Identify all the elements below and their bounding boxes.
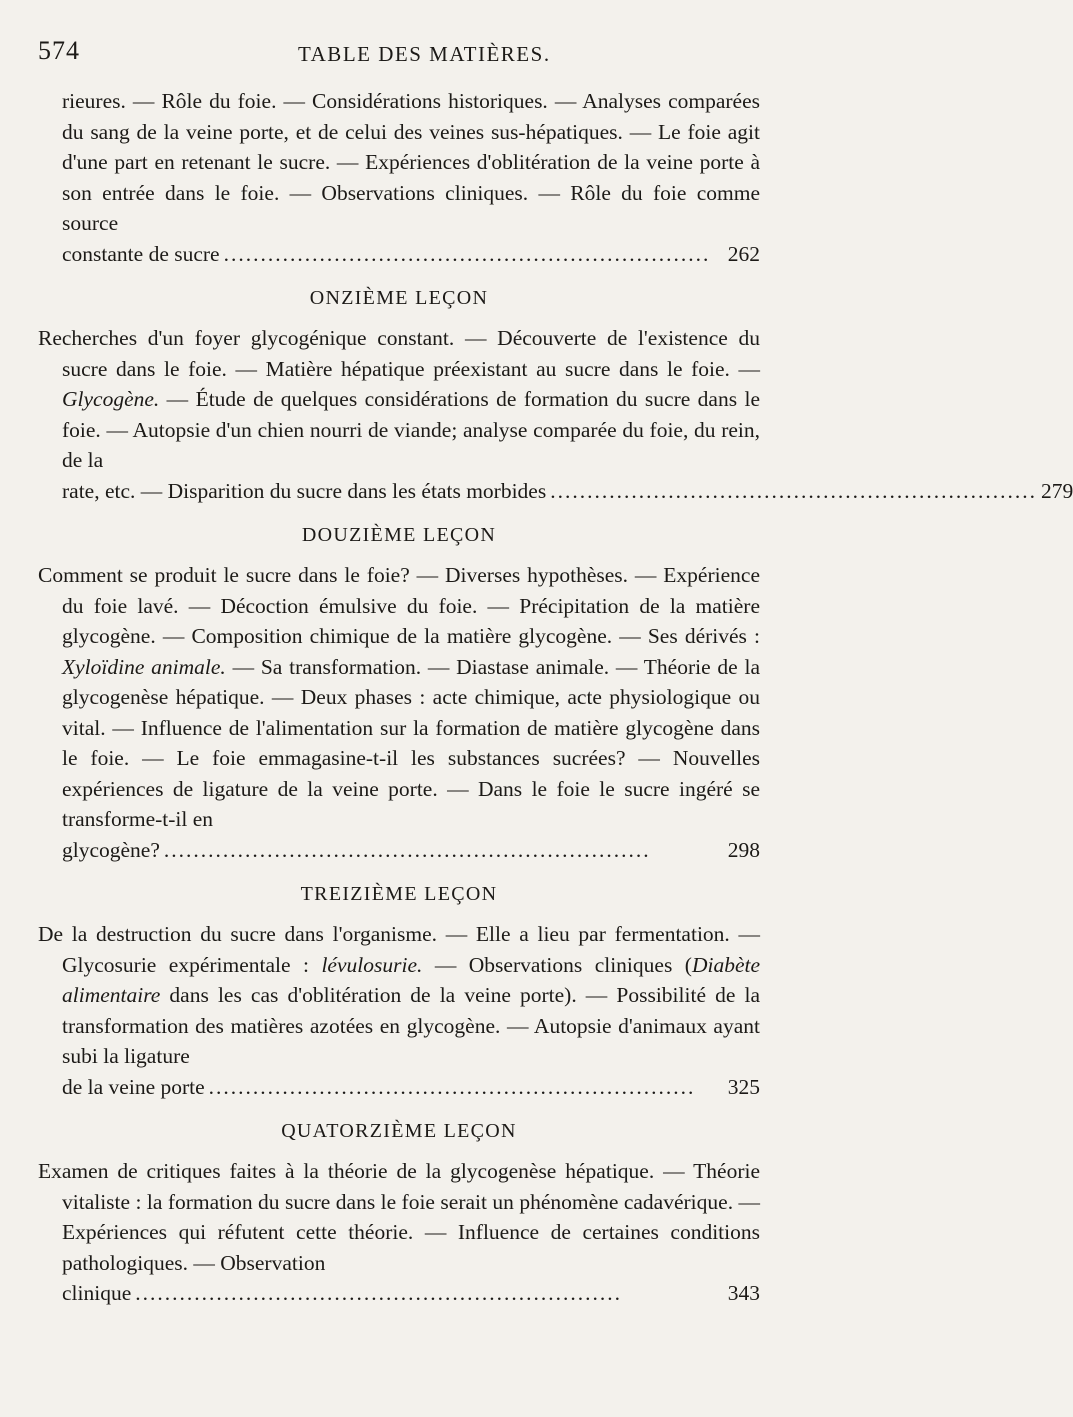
page-reference: 325 <box>727 1074 760 1099</box>
lesson-heading: DOUZIÈME LEÇON <box>301 524 497 546</box>
entry-text: Recherches d'un foyer glycogénique constant. — Découverte de l'existence du sucre dans le foie. — Matière hépatique préexistant au sucre dans le foie. — Glycogène. — Étude de quelques considérations de formation du sucre dans le foie. — Autopsie d'un chien nourri de viande; analyse comparée du foie, du rein, de la <box>38 326 760 472</box>
toc-entry <box>38 323 1073 506</box>
page-header <box>38 36 758 70</box>
page-reference: 343 <box>727 1281 760 1305</box>
entry-text: Comment se produit le sucre dans le foie? — Diverses hypothèses. — Expérience du foie lavé. — Décoction émulsive du foie. — Précipitation de la matière glycogène. — Composition chimique de la matière glycogène. — Ses dérivés : Xyloïdine animale. — Sa transformation. — Diastase animale. — Théorie de la glycogenèse hépatique. — Deux phases : acte chimique, acte physiologique ou vital. — Influence de l'alimentation sur la formation de matière glycogène dans le foie. — Le foie emmagasine-t-il les substances sucrées? — Nouvelles expériences de ligature de la veine porte. — Dans le foie le sucre ingéré se transforme-t-il en <box>38 563 761 831</box>
table-of-contents <box>38 86 1073 1309</box>
entry-text: rieures. — Rôle du foie. — Considérations historiques. — Analyses comparées du sang de la veine porte, et de celui des veines sus-hépatiques. — Le foie agit d'une part en retenant le sucre. — Expériences d'oblitération de la veine porte à son entrée dans le foie. — Observations cliniques. — Rôle du foie comme source <box>62 89 760 235</box>
page-reference: 262 <box>727 241 760 266</box>
entry-last-line: glycogène? .................................................................. 298 <box>38 835 760 866</box>
toc-entry <box>38 1156 760 1309</box>
leader-dots: .................................................................. <box>550 478 1037 503</box>
leader-dots: .................................................................. <box>208 1074 696 1099</box>
lesson-heading: QUATORZIÈME LEÇON <box>281 1120 517 1142</box>
toc-entry-continued <box>38 86 760 269</box>
page-reference: 298 <box>727 837 760 862</box>
lesson-heading: ONZIÈME LEÇON <box>309 287 489 309</box>
entry-last-line: de la veine porte .................................................................. 325 <box>38 1072 760 1103</box>
entry-last-line: rate, etc. — Disparition du sucre dans les états morbides .................................................................. 279 <box>38 476 760 507</box>
toc-entry <box>38 560 760 865</box>
leader-dots: .................................................................. <box>163 837 651 862</box>
page-reference: 279 <box>1040 478 1073 503</box>
toc-entry <box>38 919 760 1102</box>
page-number: 574 <box>38 36 80 65</box>
running-head: TABLE DES MATIÈRES. <box>298 42 551 66</box>
entry-last-line: clinique .................................................................. 343 <box>38 1278 760 1309</box>
lesson-heading: TREIZIÈME LEÇON <box>300 883 498 905</box>
entry-text: Examen de critiques faites à la théorie de la glycogenèse hépatique. — Théorie vitaliste : la formation du sucre dans le foie serait un phénomène cadavérique. — Expériences qui réfutent cette théorie. — Influence de certaines conditions pathologiques. — Observation <box>38 1159 760 1275</box>
leader-dots: .................................................................. <box>135 1281 623 1305</box>
entry-last-line: constante de sucre .................................................................. 262 <box>38 239 760 270</box>
entry-text: De la destruction du sucre dans l'organisme. — Elle a lieu par fermentation. — Glycosurie expérimentale : lévulosurie. — Observations cliniques (Diabète alimentaire dans les cas d'oblitération de la veine porte). — Possibilité de la transformation des matières azotées en glycogène. — Autopsie d'animaux ayant subi la ligature <box>38 922 760 1068</box>
leader-dots: .................................................................. <box>223 241 711 266</box>
